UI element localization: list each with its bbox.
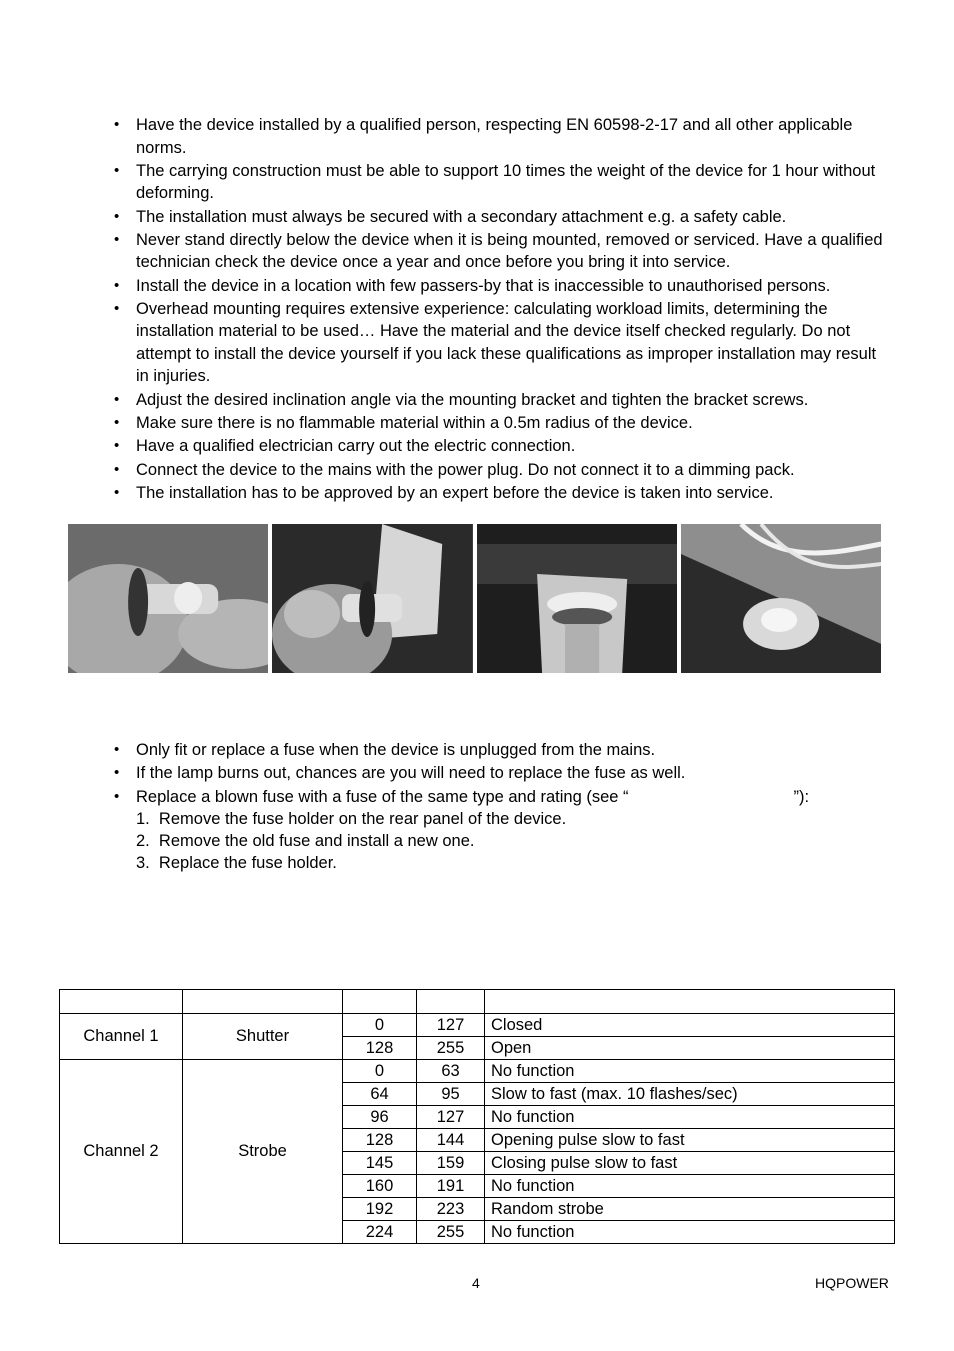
- description-cell: No function: [485, 1221, 895, 1244]
- range-end-cell: 255: [417, 1037, 485, 1060]
- range-end-cell: 223: [417, 1198, 485, 1221]
- dmx-channel-table: [59, 989, 895, 1244]
- range-start-cell: 145: [343, 1152, 417, 1175]
- range-start-cell: 128: [343, 1129, 417, 1152]
- range-start-cell: 0: [343, 1060, 417, 1083]
- range-start-cell: 224: [343, 1221, 417, 1244]
- list-item: • Install the device in a location with few passers-by that is inaccessible to unauthorised persons.: [113, 275, 883, 298]
- range-end-cell: 95: [417, 1083, 485, 1106]
- range-end-cell: 63: [417, 1060, 485, 1083]
- list-item: • Have the device installed by a qualified person, respecting EN 60598-2-17 and all other applicable norms.: [113, 114, 883, 159]
- photo-hands-holding-bolt: [68, 524, 268, 673]
- list-item: • Make sure there is no flammable material within a 0.5m radius of the device.: [113, 412, 883, 435]
- range-start-cell: 64: [343, 1083, 417, 1106]
- description-cell: Opening pulse slow to fast: [485, 1129, 895, 1152]
- fuse-replacement-list: [113, 739, 883, 809]
- table-row: [60, 1060, 895, 1083]
- photo-installed-fastener: [681, 524, 881, 673]
- channel-cell: Channel 2: [60, 1060, 183, 1244]
- list-item: 1. Remove the fuse holder on the rear panel of the device.: [136, 810, 567, 828]
- list-item: • Have a qualified electrician carry out the electric connection.: [113, 435, 883, 458]
- list-item: • If the lamp burns out, chances are you will need to replace the fuse as well.: [113, 762, 883, 785]
- range-start-cell: 128: [343, 1037, 417, 1060]
- function-cell: Shutter: [183, 1014, 343, 1060]
- range-end-cell: 159: [417, 1152, 485, 1175]
- header-cell: [485, 990, 895, 1014]
- range-start-cell: 0: [343, 1014, 417, 1037]
- range-end-cell: 191: [417, 1175, 485, 1198]
- list-item: • Only fit or replace a fuse when the device is unplugged from the mains.: [113, 739, 883, 762]
- range-end-cell: 127: [417, 1014, 485, 1037]
- header-cell: [343, 990, 417, 1014]
- installation-instructions-list: [113, 114, 883, 505]
- header-cell: [417, 990, 485, 1014]
- description-cell: No function: [485, 1060, 895, 1083]
- header-cell: [183, 990, 343, 1014]
- list-item: 2. Remove the old fuse and install a new one.: [136, 832, 475, 850]
- photo-bracket-and-bolt: [272, 524, 472, 673]
- list-item: • Replace a blown fuse with a fuse of the same type and rating (see “ ”):: [113, 786, 883, 809]
- table-row: [60, 1014, 895, 1037]
- list-item: • Overhead mounting requires extensive experience: calculating workload limits, determining the installation material to be used… Have the material and the device itself checked regularly. Do not attempt to install the device yourself if you lack these qualifications as improper installation may result in injuries.: [113, 298, 883, 388]
- description-cell: No function: [485, 1175, 895, 1198]
- list-item: 3. Replace the fuse holder.: [136, 854, 337, 872]
- list-item: • Never stand directly below the device when it is being mounted, removed or serviced. Have a qualified technician check the device once a year and once before you bring it into service.: [113, 229, 883, 274]
- brand-name: HQPOWER: [815, 1275, 889, 1291]
- description-cell: Open: [485, 1037, 895, 1060]
- description-cell: Random strobe: [485, 1198, 895, 1221]
- description-cell: No function: [485, 1106, 895, 1129]
- range-end-cell: 127: [417, 1106, 485, 1129]
- list-item: • The installation has to be approved by an expert before the device is taken into service.: [113, 482, 883, 505]
- list-item: • Adjust the desired inclination angle via the mounting bracket and tighten the bracket screws.: [113, 389, 883, 412]
- list-item: • The installation must always be secured with a secondary attachment e.g. a safety cable.: [113, 206, 883, 229]
- range-end-cell: 144: [417, 1129, 485, 1152]
- range-start-cell: 96: [343, 1106, 417, 1129]
- channel-cell: Channel 1: [60, 1014, 183, 1060]
- table-header-row: [60, 990, 895, 1014]
- list-item: • Connect the device to the mains with the power plug. Do not connect it to a dimming pack.: [113, 459, 883, 482]
- description-cell: Closed: [485, 1014, 895, 1037]
- photo-bolt-in-plate: [477, 524, 677, 673]
- mounting-photo-strip: [68, 524, 881, 673]
- range-end-cell: 255: [417, 1221, 485, 1244]
- list-item: • The carrying construction must be able to support 10 times the weight of the device for 1 hour without deforming.: [113, 160, 883, 205]
- page-number: 4: [472, 1275, 480, 1291]
- range-start-cell: 160: [343, 1175, 417, 1198]
- header-cell: [60, 990, 183, 1014]
- fuse-steps-list: [136, 808, 566, 874]
- range-start-cell: 192: [343, 1198, 417, 1221]
- description-cell: Closing pulse slow to fast: [485, 1152, 895, 1175]
- function-cell: Strobe: [183, 1060, 343, 1244]
- description-cell: Slow to fast (max. 10 flashes/sec): [485, 1083, 895, 1106]
